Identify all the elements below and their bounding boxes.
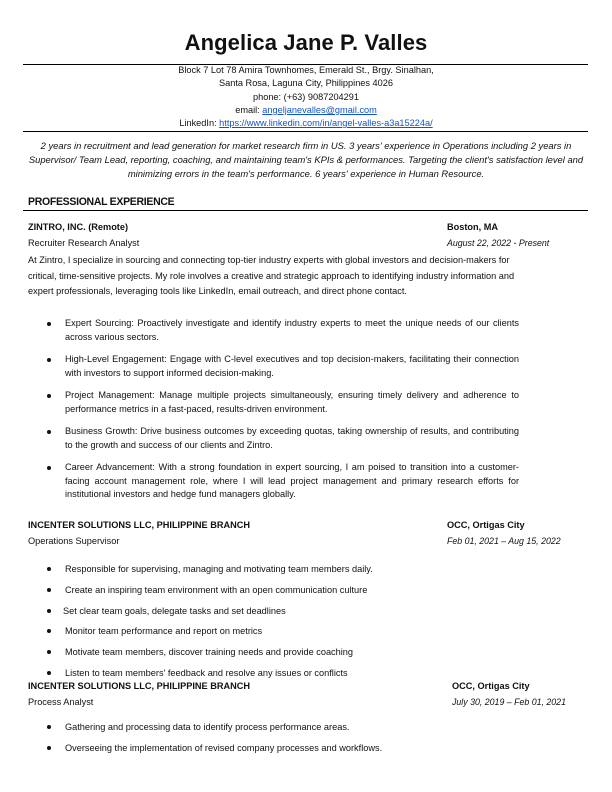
job-dates: July 30, 2019 – Feb 01, 2021 (452, 696, 566, 707)
email-link[interactable]: angeljanevalles@gmail.com (262, 104, 377, 115)
bullet-item: Gathering and processing data to identify process performance areas. (47, 717, 527, 738)
section-rule (23, 210, 588, 211)
job-company: ZINTRO, INC. (Remote) (28, 222, 129, 232)
job-header-incenter-analyst (28, 679, 588, 710)
bullet-item: High-Level Engagement: Engage with C-level executives and top decision-makers, facilitating their connection with investors to support informed decision-making. (47, 353, 519, 380)
bullet-icon (47, 358, 51, 362)
phone-label: phone: (252, 91, 284, 102)
bullet-item: Listen to team members' feedback and resolve any issues or conflicts (47, 663, 527, 684)
linkedin-link[interactable]: https://www.linkedin.com/in/angel-valles-a3a15224a/ (219, 118, 433, 129)
job-title: Recruiter Research Analyst (28, 237, 140, 248)
bullet-item: Overseeing the implementation of revised company processes and workflows. (47, 738, 527, 759)
email-label: email: (235, 104, 263, 115)
header-bottom-rule (23, 131, 588, 132)
linkedin-line (0, 117, 612, 130)
job-dates: August 22, 2022 - Present (447, 237, 550, 248)
bullet-item: Set clear team goals, delegate tasks and set deadlines (47, 601, 527, 622)
bullet-icon (47, 650, 51, 654)
bullet-icon (47, 746, 51, 750)
job-description: At Zintro, I specialize in sourcing and connecting top-tier industry experts with global investors and decision-makers for critical, time-sensitive projects. My role involves a creative and strategic approach to identifying industry information and expert professionals, leveraging tools like LinkedIn, email outreach, and direct phone contact. (28, 255, 515, 296)
bullet-icon (47, 725, 51, 729)
bullet-item: Career Advancement: With a strong foundation in expert sourcing, I am poised to transition into a customer-facing account management role, where I will lead project management and primary research efforts for institutional investors and hedge fund managers globally. (47, 461, 519, 502)
phone-value: (+63) 9087204291 (283, 91, 359, 102)
job-location: OCC, Ortigas City (447, 520, 525, 530)
bullet-icon (47, 466, 51, 470)
bullet-item: Responsible for supervising, managing and motivating team members daily. (47, 559, 527, 580)
email-line (0, 104, 612, 117)
bullet-icon (47, 567, 51, 571)
bullet-icon (47, 394, 51, 398)
professional-summary: 2 years in recruitment and lead generation for market research firm in US. 3 years' experience in Operations including 2 years in Supervisor/ Team Lead, reporting, coaching, and maintaining team's KPIs & performances. Targeting the client's satisfaction level and minimizing errors in the team's performance. 6 years' experience in Human Resource. (28, 140, 584, 179)
job-company: INCENTER SOLUTIONS LLC, PHILIPPINE BRANCH (28, 681, 251, 691)
job-dates: Feb 01, 2021 – Aug 15, 2022 (447, 535, 561, 546)
bullet-icon (47, 609, 51, 613)
bullet-icon (47, 671, 51, 675)
job-bullets-zintro (47, 317, 519, 502)
job-bullets-incenter-supervisor (47, 559, 527, 684)
job-location: OCC, Ortigas City (452, 681, 530, 691)
bullet-item: Business Growth: Drive business outcomes by exceeding quotas, taking ownership of results, and contributing to the growth and success of our clients and Zintro. (47, 425, 519, 452)
bullet-item: Expert Sourcing: Proactively investigate and identify industry experts to meet the unique needs of our clients across various sectors. (47, 317, 519, 344)
job-title: Operations Supervisor (28, 535, 120, 546)
bullet-icon (47, 430, 51, 434)
job-title: Process Analyst (28, 696, 94, 707)
bullet-item: Project Management: Manage multiple projects simultaneously, ensuring timely delivery and adherence to performance metrics in a fast-paced, results-driven environment. (47, 389, 519, 416)
job-company: INCENTER SOLUTIONS LLC, PHILIPPINE BRANCH (28, 520, 251, 530)
bullet-item: Create an inspiring team environment with an open communication culture (47, 580, 527, 601)
job-bullets-incenter-analyst (47, 717, 527, 759)
linkedin-label: LinkedIn: (179, 118, 220, 129)
bullet-item: Motivate team members, discover training needs and provide coaching (47, 642, 527, 663)
address-line-1: Block 7 Lot 78 Amira Townhomes, Emerald St., Brgy. Sinalhan, (178, 65, 434, 75)
bullet-icon (47, 629, 51, 633)
job-location: Boston, MA (447, 222, 499, 232)
section-title-professional-experience: PROFESSIONAL EXPERIENCE (28, 195, 175, 209)
bullet-item: Monitor team performance and report on metrics (47, 621, 527, 642)
phone-line (0, 91, 612, 104)
bullet-icon (47, 322, 51, 326)
bullet-icon (47, 588, 51, 592)
address-line-2: Santa Rosa, Laguna City, Philippines 4026 (219, 78, 393, 89)
candidate-name: Angelica Jane P. Valles (184, 30, 428, 55)
contact-block (0, 64, 612, 130)
job-header-incenter-supervisor (28, 518, 588, 549)
job-header-zintro (28, 220, 588, 251)
